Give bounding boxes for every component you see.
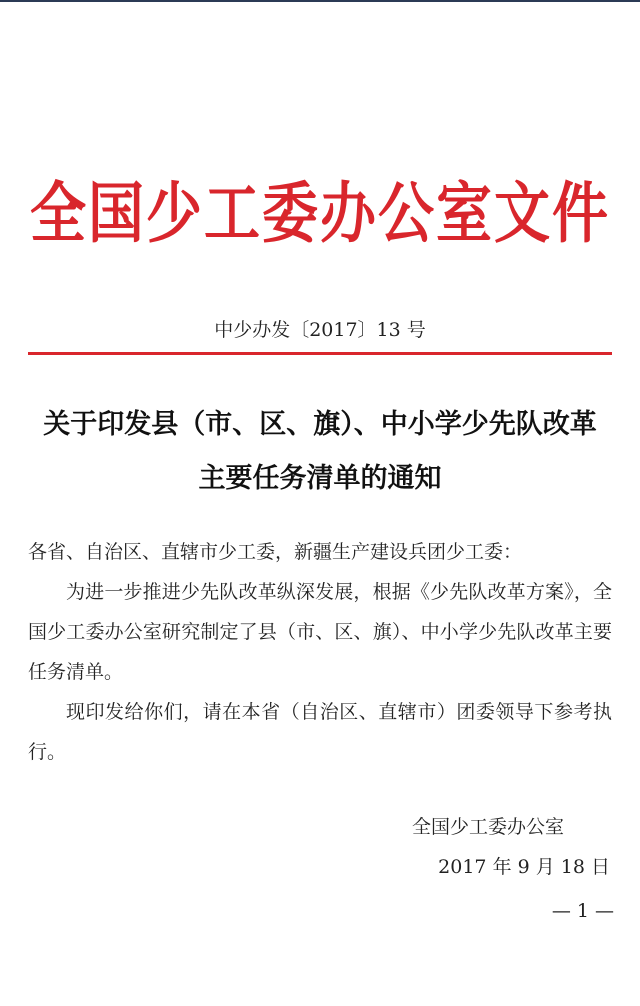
document-header-title: 全国少工委办公室文件: [30, 176, 610, 253]
page-number: — 1 —: [551, 900, 614, 922]
document-number: 中少办发〔2017〕13 号: [214, 319, 426, 341]
top-border-rule: [0, 0, 640, 2]
document-body: [28, 532, 612, 772]
issue-date: 2017 年 9 月 18 日: [438, 856, 610, 878]
notice-title-line-2: 主要任务清单的通知: [198, 463, 442, 494]
notice-title-line-1: 关于印发县（市、区、旗）、中小学少先队改革: [43, 409, 597, 440]
salutation: 各省、自治区、直辖市少工委，新疆生产建设兵团少工委：: [28, 541, 523, 563]
issuer-signature: 全国少工委办公室: [412, 816, 565, 838]
body-paragraph-2: 现印发给你们，请在本省（自治区、直辖市）团委领导下参考执行。: [28, 701, 612, 763]
notice-title: [20, 398, 620, 506]
header-divider-red-rule: [28, 352, 612, 355]
body-paragraph-1: 为进一步推进少先队改革纵深发展，根据《少先队改革方案》，全国少工委办公室研究制定了县（市、区、旗）、中小学少先队改革主要任务清单。: [28, 581, 612, 683]
